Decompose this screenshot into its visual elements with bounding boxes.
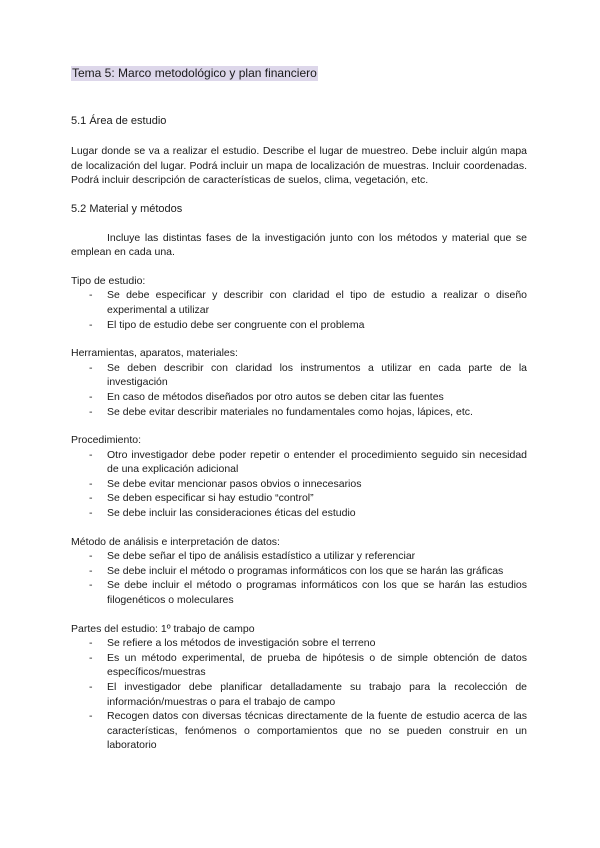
section-heading-area: 5.1 Área de estudio	[71, 114, 167, 127]
procedure-block	[71, 433, 527, 521]
list-item: - Se debe señar el tipo de análisis estadístico a utilizar y referenciar	[71, 549, 527, 564]
methods-intro: Incluye las distintas fases de la investigación junto con los métodos y material que se emplean en cada una.	[71, 231, 527, 259]
page-title: Tema 5: Marco metodológico y plan financiero	[72, 66, 317, 80]
document-page	[71, 66, 527, 753]
list-label: Procedimiento:	[71, 434, 142, 447]
list-item: - Se debe evitar mencionar pasos obvios o innecesarios	[71, 477, 527, 492]
list-item: - Se refiere a los métodos de investigación sobre el terreno	[71, 636, 527, 651]
list-item: - En caso de métodos diseñados por otro autos se deben citar las fuentes	[71, 390, 527, 405]
list-item: - Se debe especificar y describir con claridad el tipo de estudio a realizar o diseño experimental a utilizar	[71, 288, 527, 317]
list-label: Método de análisis e interpretación de datos:	[71, 535, 280, 548]
list-item: - Es un método experimental, de prueba de hipótesis o de simple obtención de datos específicos/muestras	[71, 651, 527, 680]
fieldwork-block	[71, 622, 527, 753]
list-item: - Otro investigador debe poder repetir o entender el procedimiento seguido sin necesidad de una explicación adicional	[71, 448, 527, 477]
analysis-list	[71, 549, 527, 607]
list-label: Partes del estudio: 1º trabajo de campo	[71, 622, 255, 635]
procedure-list	[71, 448, 527, 521]
list-item: - Se deben especificar si hay estudio “control”	[71, 491, 527, 506]
list-item: - Se debe incluir el método o programas informáticos con los que se harán las gráficas	[71, 564, 527, 579]
list-item: - El tipo de estudio debe ser congruente con el problema	[71, 318, 527, 333]
analysis-block	[71, 535, 527, 608]
list-label: Herramientas, aparatos, materiales:	[71, 347, 238, 360]
area-description: Lugar donde se va a realizar el estudio. Describe el lugar de muestreo. Debe incluir algún mapa de localización del lugar. Podrá incluir un mapa de localización de muestras. Incluir coordenadas. Podrá incluir descripción de características de suelos, clima, vegetación, etc.	[71, 145, 527, 187]
list-label: Tipo de estudio:	[71, 274, 146, 287]
section-heading-methods: 5.2 Material y métodos	[71, 202, 183, 215]
study-type-list	[71, 288, 527, 332]
tools-block	[71, 346, 527, 419]
list-item: - Recogen datos con diversas técnicas directamente de la fuente de estudio acerca de las características, fenómenos o comportamientos que no se pueden construir en un laboratorio	[71, 709, 527, 753]
list-item: - El investigador debe planificar detalladamente su trabajo para la recolección de información/muestras o para el trabajo de campo	[71, 680, 527, 709]
fieldwork-list	[71, 636, 527, 753]
list-item: - Se debe incluir el método o programas informáticos con los que se harán las estudios filogenéticos o moleculares	[71, 578, 527, 607]
list-item: - Se deben describir con claridad los instrumentos a utilizar en cada parte de la investigación	[71, 361, 527, 390]
study-type-block	[71, 274, 527, 332]
tools-list	[71, 361, 527, 419]
list-item: - Se debe incluir las consideraciones éticas del estudio	[71, 506, 527, 521]
list-item: - Se debe evitar describir materiales no fundamentales como hojas, lápices, etc.	[71, 405, 527, 420]
